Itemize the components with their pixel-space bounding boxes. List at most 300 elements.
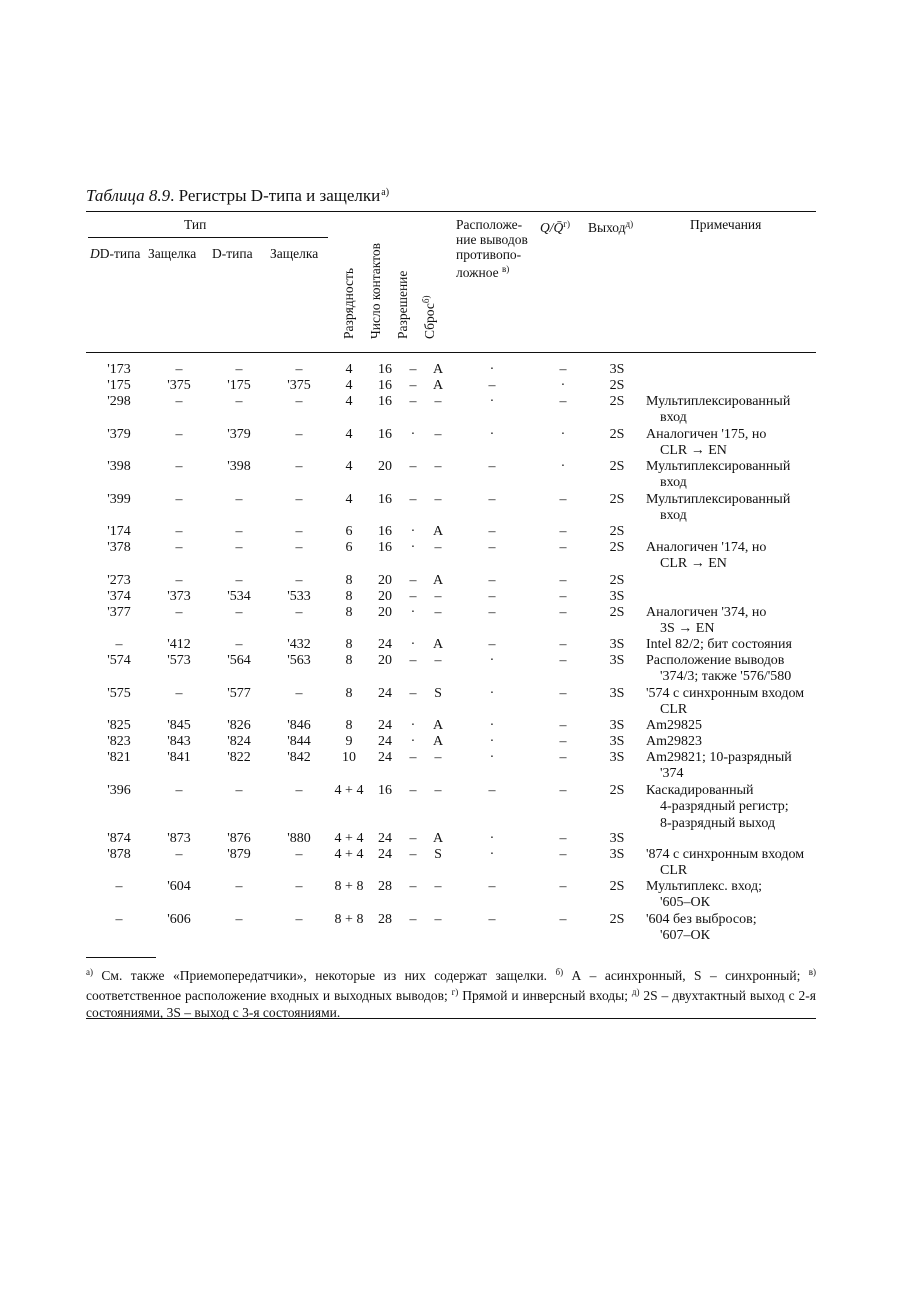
cell-latch: '845	[167, 718, 191, 733]
cell-latch-alt: –	[295, 573, 303, 588]
table-row	[0, 831, 914, 847]
cell-enable: ·	[410, 637, 416, 652]
cell-output: 2S	[609, 879, 625, 894]
cell-bits: 8	[345, 686, 353, 701]
table-row	[0, 589, 914, 605]
cell-enable: –	[409, 912, 417, 927]
cell-qq: –	[559, 589, 567, 604]
notes-line: CLR → EN	[660, 443, 727, 459]
cell-pins: 16	[378, 394, 392, 409]
cell-dtype-alt: '577	[227, 686, 251, 701]
header-dtype-1-text: D-типа	[99, 246, 141, 261]
cell-reset: A	[432, 734, 444, 749]
cell-notes	[646, 783, 818, 832]
notes-line: '607–ОК	[660, 928, 710, 944]
cell-qq: –	[559, 750, 567, 765]
cell-latch-alt: '844	[287, 734, 311, 749]
cell-latch-alt: '842	[287, 750, 311, 765]
footnote-text-c: соответственное расположение входных и выходных выводов;	[86, 988, 452, 1003]
cell-pins: 20	[378, 459, 392, 474]
cell-enable: –	[409, 589, 417, 604]
cell-dtype-alt: '824	[227, 734, 251, 749]
cell-opposite: –	[488, 540, 496, 555]
footnote-separator	[86, 957, 156, 958]
header-output	[588, 217, 633, 235]
cell-notes	[646, 540, 818, 573]
cell-dtype-alt: –	[235, 362, 243, 377]
cell-reset: –	[434, 653, 442, 668]
header-opposite-l4-text: ложное	[456, 265, 499, 280]
cell-latch: –	[175, 540, 183, 555]
cell-reset: A	[432, 831, 444, 846]
cell-enable: –	[409, 378, 417, 393]
table-row	[0, 718, 914, 734]
cell-latch: –	[175, 605, 183, 620]
footnote-mark-e: д)	[631, 987, 640, 997]
table-row	[0, 427, 914, 459]
cell-bits: 8	[345, 637, 353, 652]
cell-output: 2S	[609, 427, 625, 442]
cell-enable: –	[409, 831, 417, 846]
table-row	[0, 653, 914, 685]
cell-dtype-alt: –	[235, 524, 243, 539]
table-caption	[86, 186, 389, 206]
cell-qq: –	[559, 831, 567, 846]
table-row	[0, 879, 914, 911]
cell-pins: 20	[378, 573, 392, 588]
notes-line: вход	[660, 508, 687, 524]
cell-reset: A	[432, 524, 444, 539]
cell-dtype-alt: –	[235, 879, 243, 894]
notes-line: '574 с синхронным входом	[646, 686, 805, 701]
cell-opposite: ·	[489, 686, 495, 701]
table-row	[0, 378, 914, 394]
cell-output: 3S	[609, 847, 625, 862]
cell-bits: 4	[345, 427, 353, 442]
cell-pins: 16	[378, 362, 392, 377]
cell-opposite: –	[488, 637, 496, 652]
cell-pins: 16	[378, 378, 392, 393]
cell-qq: –	[559, 734, 567, 749]
cell-output: 3S	[609, 653, 625, 668]
cell-reset: –	[434, 540, 442, 555]
cell-opposite: –	[488, 605, 496, 620]
cell-bits: 4	[345, 378, 353, 393]
table-row	[0, 362, 914, 378]
notes-line: 3S → EN	[660, 621, 715, 637]
cell-dtype: '399	[107, 492, 131, 507]
cell-enable: –	[409, 394, 417, 409]
cell-qq: –	[559, 879, 567, 894]
cell-dtype-alt: '879	[227, 847, 251, 862]
cell-notes	[646, 394, 818, 427]
cell-latch: '604	[167, 879, 191, 894]
cell-bits: 8	[345, 653, 353, 668]
cell-bits: 9	[345, 734, 353, 749]
cell-latch-alt: –	[295, 524, 303, 539]
header-dtype-1: DD-типа	[90, 246, 141, 261]
cell-pins: 16	[378, 540, 392, 555]
cell-latch-alt: –	[295, 459, 303, 474]
cell-dtype: '823	[107, 734, 131, 749]
notes-line: Am29825	[646, 718, 702, 733]
cell-enable: ·	[410, 718, 416, 733]
header-dtype-2: D-типа	[212, 246, 253, 261]
cell-dtype-alt: –	[235, 492, 243, 507]
cell-latch: '412	[167, 637, 191, 652]
cell-enable: ·	[410, 734, 416, 749]
cell-latch: '573	[167, 653, 191, 668]
header-qq-text: Q/Q̄	[540, 220, 564, 235]
cell-bits: 4 + 4	[334, 783, 364, 798]
cell-bits: 4 + 4	[334, 831, 364, 846]
table-row	[0, 459, 914, 491]
cell-bits: 10	[342, 750, 356, 765]
cell-dtype: '273	[107, 573, 131, 588]
header-opposite-l3: противопо-	[456, 247, 522, 262]
cell-bits: 6	[345, 524, 353, 539]
cell-output: 3S	[609, 589, 625, 604]
cell-dtype-alt: '175	[227, 378, 251, 393]
cell-latch-alt: –	[295, 540, 303, 555]
cell-opposite: –	[488, 879, 496, 894]
cell-qq: –	[559, 394, 567, 409]
cell-pins: 24	[378, 637, 392, 652]
cell-output: 2S	[609, 912, 625, 927]
cell-qq: –	[559, 524, 567, 539]
cell-latch-alt: –	[295, 783, 303, 798]
cell-qq: –	[559, 605, 567, 620]
cell-opposite: –	[488, 378, 496, 393]
cell-notes	[646, 492, 818, 525]
notes-line: CLR	[660, 863, 688, 879]
cell-enable: –	[409, 573, 417, 588]
cell-output: 2S	[609, 459, 625, 474]
cell-latch: '841	[167, 750, 191, 765]
cell-dtype-alt: '398	[227, 459, 251, 474]
cell-qq: –	[559, 362, 567, 377]
footnote-text-d: Прямой и инверсный входы;	[458, 988, 632, 1003]
notes-line: Мультиплексированный	[646, 394, 791, 409]
cell-reset: –	[434, 459, 442, 474]
cell-dtype-alt: '564	[227, 653, 251, 668]
cell-reset: S	[434, 847, 442, 862]
cell-opposite: ·	[489, 718, 495, 733]
header-output-text: Выход	[588, 220, 626, 235]
cell-dtype: '574	[107, 653, 131, 668]
notes-line: '374/3; также '576/'580	[660, 669, 792, 685]
cell-latch: –	[175, 783, 183, 798]
footnote-text-a: См. также «Приемопередатчики», некоторые из них содержат защелки.	[93, 968, 556, 983]
cell-dtype: '374	[107, 589, 131, 604]
cell-latch: –	[175, 492, 183, 507]
table-row	[0, 686, 914, 718]
header-reset-mark: б)	[421, 295, 431, 304]
table-bottom-rule	[86, 1018, 816, 1019]
header-qq-mark: г)	[563, 219, 570, 229]
cell-output: 2S	[609, 378, 625, 393]
cell-output: 3S	[609, 718, 625, 733]
cell-dtype: '874	[107, 831, 131, 846]
cell-reset: A	[432, 362, 444, 377]
notes-line: Расположение выводов	[646, 653, 785, 668]
notes-line: вход	[660, 410, 687, 426]
header-bits: Разрядность	[341, 267, 356, 339]
cell-enable: –	[409, 783, 417, 798]
cell-bits: 4	[345, 394, 353, 409]
cell-notes	[646, 847, 818, 880]
notes-line: Аналогичен '374, но	[646, 605, 767, 620]
cell-reset: –	[434, 605, 442, 620]
cell-pins: 16	[378, 492, 392, 507]
cell-enable: –	[409, 847, 417, 862]
cell-notes	[646, 637, 818, 653]
cell-reset: –	[434, 783, 442, 798]
cell-enable: ·	[410, 540, 416, 555]
cell-qq: ·	[560, 378, 566, 393]
cell-opposite: ·	[489, 750, 495, 765]
cell-enable: –	[409, 686, 417, 701]
cell-dtype: –	[115, 912, 123, 927]
cell-qq: –	[559, 686, 567, 701]
cell-dtype: '377	[107, 605, 131, 620]
cell-opposite: ·	[489, 734, 495, 749]
cell-enable: ·	[410, 427, 416, 442]
cell-notes	[646, 750, 818, 783]
notes-line: Мультиплекс. вход;	[646, 879, 762, 894]
cell-dtype: '175	[107, 378, 131, 393]
header-qq	[540, 217, 570, 235]
cell-pins: 24	[378, 831, 392, 846]
cell-dtype: –	[115, 879, 123, 894]
cell-enable: –	[409, 879, 417, 894]
cell-pins: 16	[378, 427, 392, 442]
cell-enable: ·	[410, 605, 416, 620]
cell-output: 3S	[609, 734, 625, 749]
table-row	[0, 394, 914, 426]
footnote-text-b: А – асинхронный, S – синхронный;	[563, 968, 809, 983]
notes-line: CLR	[660, 702, 688, 718]
cell-output: 3S	[609, 750, 625, 765]
cell-output: 2S	[609, 524, 625, 539]
cell-dtype-alt: '534	[227, 589, 251, 604]
cell-opposite: ·	[489, 394, 495, 409]
cell-dtype-alt: –	[235, 573, 243, 588]
cell-bits: 8	[345, 573, 353, 588]
cell-opposite: ·	[489, 831, 495, 846]
cell-qq: –	[559, 637, 567, 652]
cell-notes	[646, 686, 818, 719]
cell-dtype: '378	[107, 540, 131, 555]
cell-latch: '375	[167, 378, 191, 393]
cell-latch-alt: –	[295, 362, 303, 377]
notes-line: Мультиплексированный	[646, 459, 791, 474]
header-type-group: Тип	[184, 217, 207, 232]
table-row	[0, 605, 914, 637]
header-latch-1: Защелка	[148, 246, 197, 261]
cell-enable: –	[409, 492, 417, 507]
table-row	[0, 734, 914, 750]
cell-qq: –	[559, 847, 567, 862]
footnote-mark-a: а)	[86, 967, 93, 977]
table-top-rule	[86, 211, 816, 212]
cell-dtype-alt: '826	[227, 718, 251, 733]
cell-dtype-alt: '379	[227, 427, 251, 442]
cell-enable: –	[409, 362, 417, 377]
cell-output: 2S	[609, 605, 625, 620]
cell-dtype: '298	[107, 394, 131, 409]
cell-latch-alt: –	[295, 847, 303, 862]
cell-pins: 24	[378, 686, 392, 701]
header-bottom-rule	[86, 352, 816, 353]
table-label: Таблица 8.9	[86, 186, 171, 205]
cell-qq: ·	[560, 459, 566, 474]
cell-qq: –	[559, 492, 567, 507]
cell-opposite: ·	[489, 427, 495, 442]
cell-notes	[646, 653, 818, 686]
footnote-mark-c: в)	[808, 967, 816, 977]
cell-notes	[646, 879, 818, 912]
cell-dtype-alt: –	[235, 540, 243, 555]
cell-dtype-alt: –	[235, 605, 243, 620]
cell-dtype-alt: –	[235, 637, 243, 652]
cell-latch-alt: –	[295, 879, 303, 894]
header-pins: Число контактов	[368, 243, 383, 339]
cell-opposite: –	[488, 912, 496, 927]
cell-enable: –	[409, 750, 417, 765]
table-row	[0, 912, 914, 944]
cell-opposite: –	[488, 459, 496, 474]
notes-line: вход	[660, 475, 687, 491]
cell-enable: –	[409, 653, 417, 668]
table-row	[0, 573, 914, 589]
cell-reset: –	[434, 912, 442, 927]
cell-qq: –	[559, 783, 567, 798]
header-type-underline	[88, 237, 328, 238]
cell-pins: 24	[378, 734, 392, 749]
cell-opposite: –	[488, 492, 496, 507]
notes-line: '604 без выбросов;	[646, 912, 757, 927]
caption-footnote-mark: а)	[381, 187, 390, 198]
footnote-mark-b: б)	[555, 967, 564, 977]
cell-bits: 8 + 8	[334, 879, 364, 894]
cell-latch-alt: –	[295, 686, 303, 701]
cell-reset: –	[434, 394, 442, 409]
cell-latch-alt: '375	[287, 378, 311, 393]
notes-line: CLR → EN	[660, 556, 727, 572]
cell-qq: –	[559, 540, 567, 555]
cell-dtype: –	[115, 637, 123, 652]
cell-reset: –	[434, 750, 442, 765]
cell-notes	[646, 912, 818, 945]
cell-qq: –	[559, 653, 567, 668]
cell-bits: 8	[345, 589, 353, 604]
cell-dtype: '575	[107, 686, 131, 701]
cell-pins: 24	[378, 847, 392, 862]
cell-dtype-alt: '822	[227, 750, 251, 765]
header-reset-text: Сброс	[422, 303, 437, 339]
cell-pins: 28	[378, 879, 392, 894]
notes-line: '605–ОК	[660, 895, 710, 911]
header-output-mark: д)	[625, 219, 634, 229]
cell-opposite: ·	[489, 653, 495, 668]
cell-latch-alt: '432	[287, 637, 311, 652]
header-opposite-mark: в)	[501, 264, 510, 274]
notes-line: '874 с синхронным входом	[646, 847, 805, 862]
cell-output: 2S	[609, 492, 625, 507]
cell-latch: –	[175, 459, 183, 474]
cell-pins: 24	[378, 750, 392, 765]
cell-bits: 6	[345, 540, 353, 555]
cell-enable: ·	[410, 524, 416, 539]
header-latch-2: Защелка	[270, 246, 319, 261]
cell-latch: –	[175, 847, 183, 862]
cell-dtype: '398	[107, 459, 131, 474]
table-row	[0, 540, 914, 572]
notes-line: Аналогичен '174, но	[646, 540, 767, 555]
cell-notes	[646, 427, 818, 460]
cell-latch: –	[175, 686, 183, 701]
table-row	[0, 492, 914, 524]
cell-dtype: '825	[107, 718, 131, 733]
cell-output: 3S	[609, 362, 625, 377]
table-row	[0, 783, 914, 831]
cell-bits: 4 + 4	[334, 847, 364, 862]
cell-dtype: '821	[107, 750, 131, 765]
cell-latch: –	[175, 362, 183, 377]
cell-dtype-alt: –	[235, 783, 243, 798]
cell-pins: 16	[378, 524, 392, 539]
cell-qq: –	[559, 718, 567, 733]
cell-output: 3S	[609, 686, 625, 701]
cell-reset: S	[434, 686, 442, 701]
cell-output: 2S	[609, 540, 625, 555]
notes-line: Каскадированный	[646, 783, 754, 798]
cell-opposite: –	[488, 573, 496, 588]
cell-reset: –	[434, 589, 442, 604]
cell-dtype-alt: –	[235, 394, 243, 409]
cell-pins: 20	[378, 605, 392, 620]
cell-dtype: '173	[107, 362, 131, 377]
cell-latch-alt: '880	[287, 831, 311, 846]
cell-opposite: –	[488, 524, 496, 539]
cell-reset: –	[434, 427, 442, 442]
cell-bits: 8 + 8	[334, 912, 364, 927]
table-row	[0, 847, 914, 879]
cell-latch-alt: '846	[287, 718, 311, 733]
cell-output: 2S	[609, 783, 625, 798]
cell-latch: –	[175, 394, 183, 409]
cell-latch-alt: –	[295, 605, 303, 620]
cell-dtype: '396	[107, 783, 131, 798]
cell-latch-alt: '563	[287, 653, 311, 668]
cell-notes	[646, 605, 818, 638]
cell-qq: ·	[560, 427, 566, 442]
cell-dtype: '379	[107, 427, 131, 442]
cell-pins: 16	[378, 783, 392, 798]
cell-output: 3S	[609, 637, 625, 652]
cell-latch: –	[175, 524, 183, 539]
cell-latch-alt: '533	[287, 589, 311, 604]
cell-dtype-alt: '876	[227, 831, 251, 846]
cell-pins: 20	[378, 653, 392, 668]
cell-qq: –	[559, 912, 567, 927]
cell-latch: '873	[167, 831, 191, 846]
notes-line: '374	[660, 766, 684, 782]
cell-notes	[646, 459, 818, 492]
cell-bits: 4	[345, 362, 353, 377]
table-row	[0, 524, 914, 540]
